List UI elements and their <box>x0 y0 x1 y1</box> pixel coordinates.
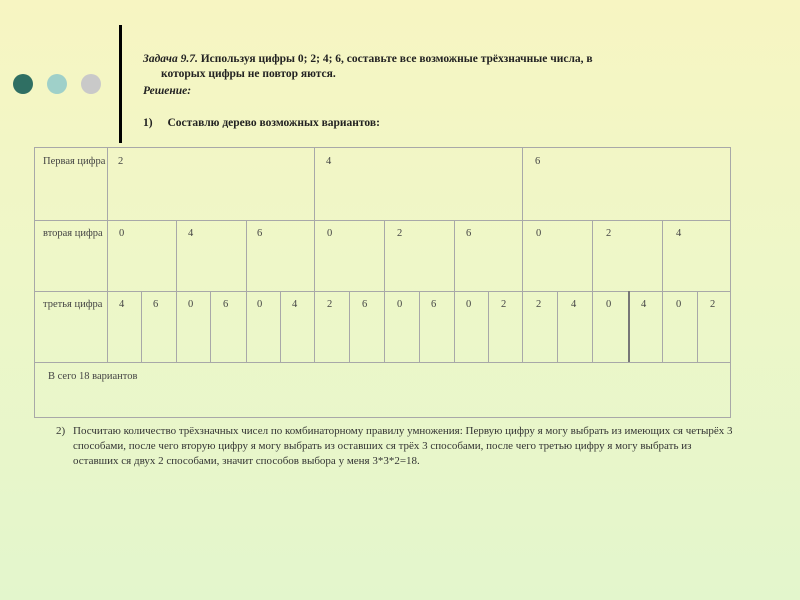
third-digit-cell: 0 <box>676 299 682 310</box>
col-divider <box>592 291 593 362</box>
second-digit-cell: 6 <box>466 228 472 239</box>
third-digit-cell: 2 <box>710 299 716 310</box>
third-digit-cell: 2 <box>501 299 507 310</box>
step2-text: Посчитаю количество трёхзначных чисел по комбинаторному правилу умножения: Первую цифру я могу выбрать из имеющих ся четырёх 3 способами, после чего вторую цифру я могу выбрать из оставших ся трёх 3 способами, после чего третью цифру я могу выбрать из оставших ся двух 2 способами, значит способов выбора у меня 3*3*2=18. <box>73 425 733 467</box>
col-divider <box>697 291 698 362</box>
bullet-dot-light <box>47 74 67 94</box>
col-divider <box>522 220 523 291</box>
step1-text: Составлю дерево возможных вариантов: <box>167 117 380 129</box>
second-digit-cell: 0 <box>327 228 333 239</box>
label-column-divider <box>107 148 108 362</box>
row-divider <box>35 291 730 292</box>
row-label-third: третья цифра <box>43 299 103 310</box>
third-digit-cell: 6 <box>223 299 229 310</box>
first-digit-cell: 6 <box>535 156 541 167</box>
col-divider <box>488 291 489 362</box>
col-divider <box>349 291 350 362</box>
third-digit-cell: 0 <box>466 299 472 310</box>
col-divider <box>522 148 523 220</box>
step2 <box>56 424 736 469</box>
third-digit-cell: 4 <box>292 299 298 310</box>
col-divider <box>384 291 385 362</box>
third-digit-cell: 2 <box>327 299 333 310</box>
third-digit-cell: 0 <box>606 299 612 310</box>
col-divider <box>662 220 663 291</box>
first-digit-cell: 2 <box>118 156 124 167</box>
col-divider <box>454 220 455 291</box>
step1 <box>143 117 380 129</box>
row-divider <box>35 362 730 363</box>
col-divider <box>141 291 142 362</box>
col-divider <box>210 291 211 362</box>
second-digit-cell: 2 <box>397 228 403 239</box>
col-divider <box>280 291 281 362</box>
bullet-dot-dark <box>13 74 33 94</box>
total-variants: В сего 18 вариантов <box>48 371 138 382</box>
third-digit-cell: 6 <box>362 299 368 310</box>
bullet-dot-gray <box>81 74 101 94</box>
row-label-first: Первая цифра <box>43 156 106 167</box>
third-digit-cell: 4 <box>119 299 125 310</box>
second-digit-cell: 6 <box>257 228 263 239</box>
task-text-line1: Используя цифры 0; 2; 4; 6, составьте все возможные трёхзначные числа, в <box>200 53 593 65</box>
second-digit-cell: 4 <box>188 228 194 239</box>
col-divider <box>314 291 315 362</box>
col-divider <box>246 291 247 362</box>
first-digit-cell: 4 <box>326 156 332 167</box>
second-digit-cell: 4 <box>676 228 682 239</box>
second-digit-cell: 0 <box>536 228 542 239</box>
third-digit-cell: 0 <box>188 299 194 310</box>
third-digit-cell: 6 <box>431 299 437 310</box>
step2-number: 2) <box>56 425 66 437</box>
third-digit-cell: 0 <box>257 299 263 310</box>
row-label-second: вторая цифра <box>43 228 103 239</box>
col-divider <box>592 220 593 291</box>
col-divider <box>419 291 420 362</box>
col-divider <box>246 220 247 291</box>
third-digit-cell: 2 <box>536 299 542 310</box>
task-text-line2: которых цифры не повтор яются. <box>161 68 336 80</box>
third-digit-cell: 4 <box>641 299 647 310</box>
col-divider <box>314 220 315 291</box>
task-title: Задача 9.7. <box>143 53 198 65</box>
row-divider <box>35 220 730 221</box>
vertical-divider <box>119 25 122 143</box>
col-divider <box>314 148 315 220</box>
variants-table <box>34 147 731 418</box>
col-divider <box>176 220 177 291</box>
second-digit-cell: 0 <box>119 228 125 239</box>
third-digit-cell: 0 <box>397 299 403 310</box>
col-divider <box>176 291 177 362</box>
col-divider <box>662 291 663 362</box>
col-divider <box>384 220 385 291</box>
task-statement <box>143 52 703 82</box>
col-divider <box>454 291 455 362</box>
col-divider <box>522 291 523 362</box>
col-divider <box>628 291 630 362</box>
col-divider <box>557 291 558 362</box>
second-digit-cell: 2 <box>606 228 612 239</box>
third-digit-cell: 6 <box>153 299 159 310</box>
step1-number: 1) <box>143 117 153 129</box>
solution-label: Решение: <box>143 85 192 97</box>
third-digit-cell: 4 <box>571 299 577 310</box>
